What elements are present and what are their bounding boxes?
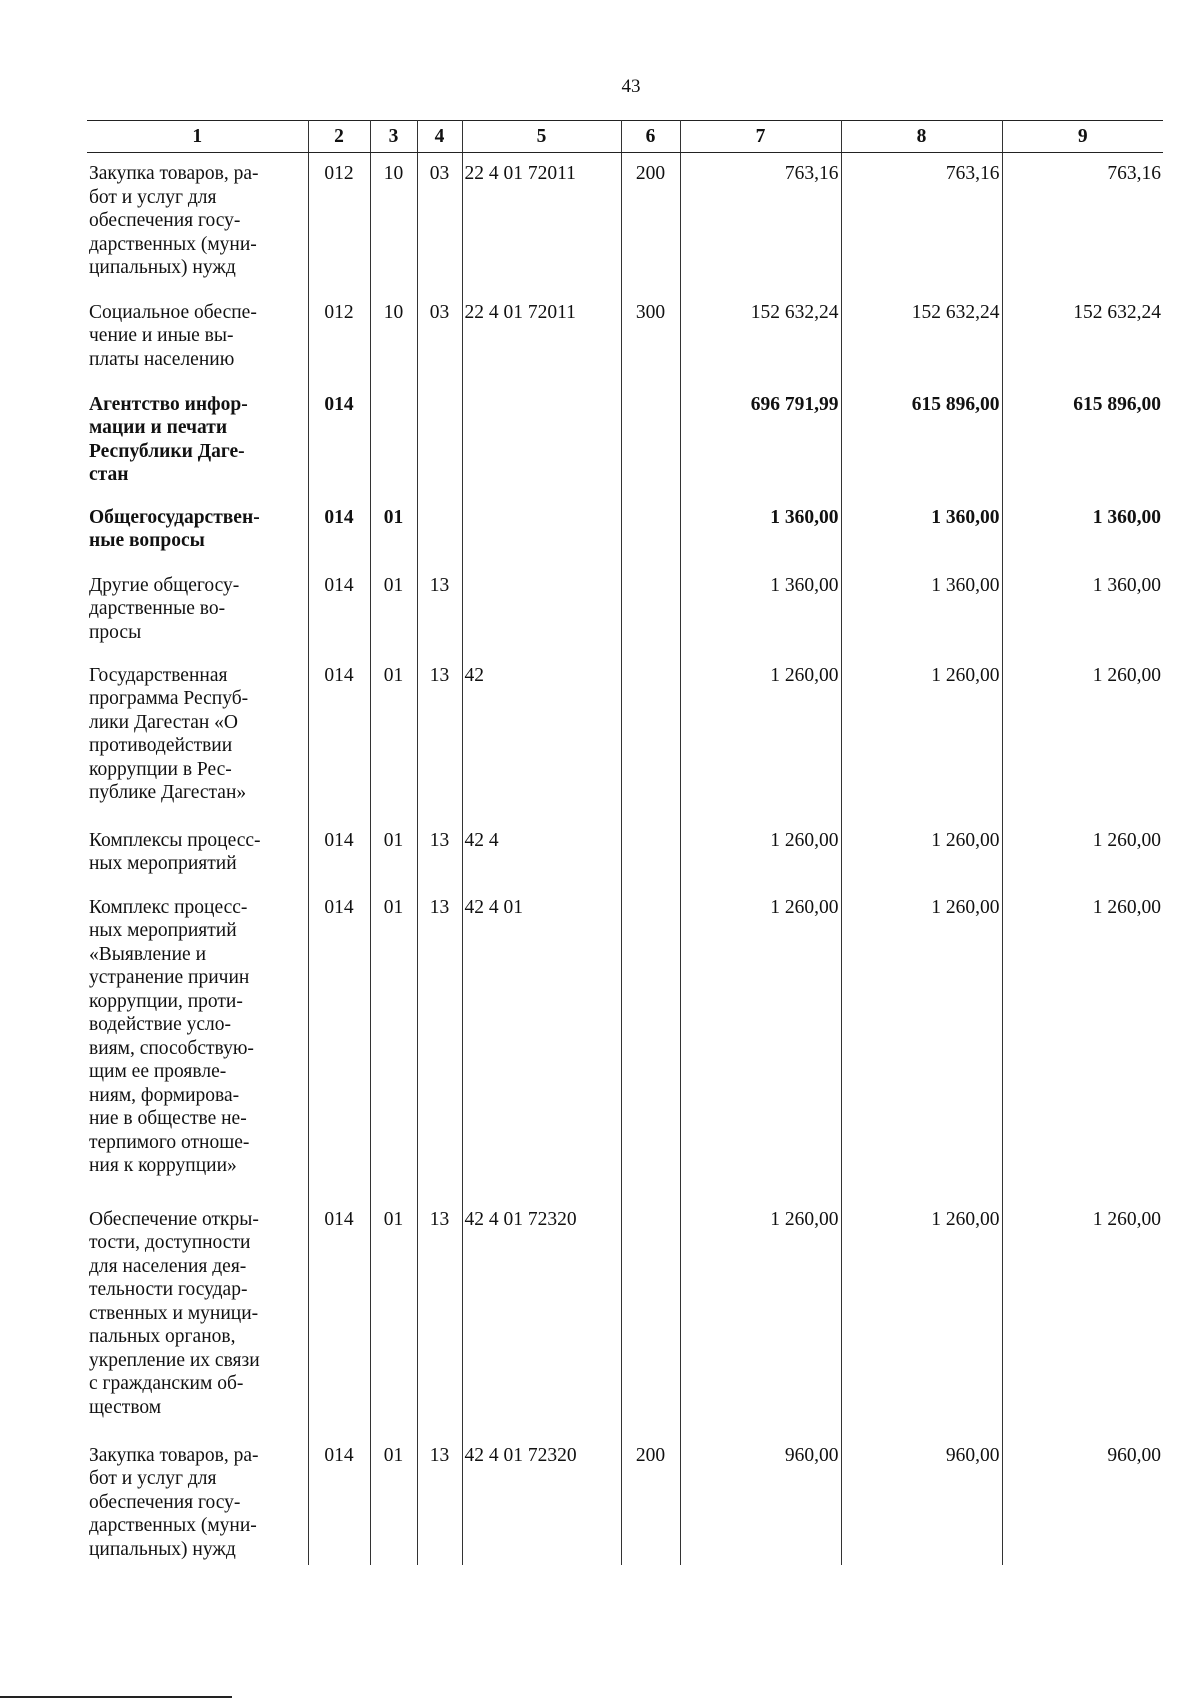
item-name-line: коррупции в Рес-	[89, 758, 232, 780]
cell-subsection-code	[417, 384, 462, 497]
table-header	[87, 121, 1163, 153]
cell-chapter-code: 014	[308, 1435, 370, 1565]
item-name-line: просы	[89, 621, 142, 643]
cell-amount-year-2: 1 260,00	[841, 655, 1002, 820]
cell-expense-type-code	[621, 1199, 680, 1435]
table-row	[87, 497, 1163, 565]
cell-target-article-code: 42 4	[462, 820, 621, 887]
cell-expense-type-code	[621, 655, 680, 820]
cell-subsection-code: 03	[417, 153, 462, 292]
cell-amount-year-3: 960,00	[1002, 1435, 1163, 1565]
cell-item-name	[87, 384, 308, 497]
cell-target-article-code	[462, 384, 621, 497]
cell-item-name	[87, 292, 308, 384]
cell-item-name	[87, 887, 308, 1199]
table-row	[87, 565, 1163, 655]
cell-expense-type-code	[621, 497, 680, 565]
cell-chapter-code: 012	[308, 153, 370, 292]
item-name-line: ные вопросы	[89, 530, 205, 551]
cell-amount-year-2: 1 260,00	[841, 1199, 1002, 1435]
cell-subsection-code	[417, 497, 462, 565]
item-name-line: тельности государ-	[89, 1279, 248, 1300]
cell-section-code: 10	[370, 153, 417, 292]
cell-amount-year-3: 1 260,00	[1002, 887, 1163, 1199]
cell-expense-type-code: 300	[621, 292, 680, 384]
cell-item-name	[87, 820, 308, 887]
cell-target-article-code: 42 4 01	[462, 887, 621, 1199]
item-name-line: ных мероприятий	[89, 853, 237, 874]
header-col-6: 6	[621, 121, 680, 153]
item-name-line: водействие усло-	[89, 1014, 232, 1035]
cell-item-name	[87, 497, 308, 565]
footer-rule	[0, 1696, 232, 1698]
item-name-line: пальных органов,	[89, 1326, 236, 1347]
cell-section-code	[370, 384, 417, 497]
item-name-line: виям, способствую-	[89, 1037, 254, 1059]
item-name-line: устранение причин	[89, 967, 250, 988]
item-name-line: обеспечения госу-	[89, 210, 241, 231]
cell-amount-year-3: 1 360,00	[1002, 565, 1163, 655]
item-name-line: чение и иные вы-	[89, 325, 234, 346]
cell-amount-year-1: 1 260,00	[680, 820, 841, 887]
item-name-line: ственных и муници-	[89, 1302, 259, 1324]
cell-item-name	[87, 1199, 308, 1435]
cell-target-article-code	[462, 565, 621, 655]
header-col-1: 1	[87, 121, 308, 153]
budget-table	[87, 120, 1163, 1565]
cell-amount-year-1: 696 791,99	[680, 384, 841, 497]
cell-subsection-code: 13	[417, 1199, 462, 1435]
cell-chapter-code: 014	[308, 1199, 370, 1435]
cell-subsection-code: 13	[417, 655, 462, 820]
table-body	[87, 153, 1163, 1565]
table-row	[87, 1435, 1163, 1565]
cell-subsection-code: 03	[417, 292, 462, 384]
cell-item-name	[87, 1435, 308, 1565]
item-name-line: ния к коррупции»	[89, 1155, 237, 1176]
cell-chapter-code: 012	[308, 292, 370, 384]
cell-target-article-code: 22 4 01 72011	[462, 153, 621, 292]
cell-amount-year-1: 960,00	[680, 1435, 841, 1565]
cell-section-code: 01	[370, 820, 417, 887]
cell-expense-type-code	[621, 384, 680, 497]
table-row	[87, 655, 1163, 820]
item-name-line: публике Дагестан»	[89, 782, 247, 803]
item-name-line: тости, доступности	[89, 1232, 251, 1253]
cell-amount-year-1: 1 260,00	[680, 655, 841, 820]
header-col-5: 5	[462, 121, 621, 153]
item-name-line: для населения дея-	[89, 1255, 247, 1277]
item-name-line: Социальное обеспе-	[89, 301, 257, 323]
cell-amount-year-2: 1 360,00	[841, 497, 1002, 565]
item-name-line: дарственных (муни-	[89, 1515, 257, 1536]
cell-amount-year-2: 1 360,00	[841, 565, 1002, 655]
item-name-line: ципальных) нужд	[89, 1538, 236, 1560]
cell-section-code: 01	[370, 655, 417, 820]
cell-amount-year-3: 615 896,00	[1002, 384, 1163, 497]
cell-item-name	[87, 655, 308, 820]
item-name-line: Комплекс процесс-	[89, 896, 248, 918]
cell-amount-year-1: 1 260,00	[680, 887, 841, 1199]
item-name-line: ществом	[89, 1396, 162, 1418]
table-row	[87, 384, 1163, 497]
header-col-4: 4	[417, 121, 462, 153]
cell-chapter-code: 014	[308, 384, 370, 497]
cell-chapter-code: 014	[308, 565, 370, 655]
cell-expense-type-code	[621, 820, 680, 887]
cell-chapter-code: 014	[308, 820, 370, 887]
cell-subsection-code: 13	[417, 820, 462, 887]
item-name-line: лики Дагестан «О	[89, 711, 239, 733]
cell-subsection-code: 13	[417, 1435, 462, 1565]
item-name-line: Закупка товаров, ра-	[89, 163, 259, 184]
table-row	[87, 820, 1163, 887]
cell-chapter-code: 014	[308, 497, 370, 565]
cell-subsection-code: 13	[417, 887, 462, 1199]
item-name-line: ниям, формирова-	[89, 1084, 240, 1106]
table-row	[87, 292, 1163, 384]
item-name-line: «Выявление и	[89, 943, 206, 965]
item-name-line: бот и услуг для	[89, 1468, 217, 1489]
cell-expense-type-code	[621, 887, 680, 1199]
cell-amount-year-1: 152 632,24	[680, 292, 841, 384]
cell-amount-year-3: 152 632,24	[1002, 292, 1163, 384]
cell-target-article-code: 42 4 01 72320	[462, 1435, 621, 1565]
header-col-9: 9	[1002, 121, 1163, 153]
header-col-7: 7	[680, 121, 841, 153]
page-number: 43	[621, 76, 641, 97]
cell-target-article-code: 42 4 01 72320	[462, 1199, 621, 1435]
cell-target-article-code: 22 4 01 72011	[462, 292, 621, 384]
item-name-line: щим ее проявле-	[89, 1061, 227, 1082]
cell-section-code: 01	[370, 887, 417, 1199]
cell-amount-year-3: 1 360,00	[1002, 497, 1163, 565]
item-name-line: ных мероприятий	[89, 920, 237, 941]
cell-section-code: 10	[370, 292, 417, 384]
cell-amount-year-2: 615 896,00	[841, 384, 1002, 497]
table-row	[87, 153, 1163, 292]
cell-amount-year-1: 1 360,00	[680, 497, 841, 565]
header-row	[87, 121, 1163, 153]
cell-amount-year-2: 763,16	[841, 153, 1002, 292]
cell-amount-year-1: 763,16	[680, 153, 841, 292]
item-name-line: Республики Даге-	[89, 440, 245, 462]
item-name-line: коррупции, проти-	[89, 990, 243, 1012]
cell-section-code: 01	[370, 497, 417, 565]
item-name-line: стан	[89, 464, 129, 485]
item-name-line: Государственная	[89, 664, 228, 686]
cell-chapter-code: 014	[308, 887, 370, 1199]
cell-target-article-code	[462, 497, 621, 565]
cell-target-article-code: 42	[462, 655, 621, 820]
cell-chapter-code: 014	[308, 655, 370, 820]
cell-amount-year-1: 1 360,00	[680, 565, 841, 655]
cell-amount-year-3: 763,16	[1002, 153, 1163, 292]
item-name-line: ципальных) нужд	[89, 257, 236, 278]
item-name-line: терпимого отноше-	[89, 1131, 250, 1153]
header-col-2: 2	[308, 121, 370, 153]
cell-expense-type-code: 200	[621, 1435, 680, 1565]
table-row	[87, 1199, 1163, 1435]
cell-section-code: 01	[370, 565, 417, 655]
item-name-line: Обеспечение откры-	[89, 1208, 259, 1230]
item-name-line: программа Респуб-	[89, 688, 249, 709]
cell-subsection-code: 13	[417, 565, 462, 655]
item-name-line: дарственных (муни-	[89, 233, 257, 255]
item-name-line: ние в обществе не-	[89, 1108, 247, 1129]
item-name-line: обеспечения госу-	[89, 1491, 241, 1513]
header-col-8: 8	[841, 121, 1002, 153]
cell-amount-year-2: 1 260,00	[841, 820, 1002, 887]
cell-amount-year-2: 1 260,00	[841, 887, 1002, 1199]
cell-amount-year-3: 1 260,00	[1002, 1199, 1163, 1435]
cell-amount-year-1: 1 260,00	[680, 1199, 841, 1435]
item-name-line: Агентство инфор-	[89, 393, 248, 415]
cell-item-name	[87, 153, 308, 292]
header-col-3: 3	[370, 121, 417, 153]
cell-amount-year-3: 1 260,00	[1002, 655, 1163, 820]
cell-item-name	[87, 565, 308, 655]
cell-amount-year-3: 1 260,00	[1002, 820, 1163, 887]
cell-amount-year-2: 960,00	[841, 1435, 1002, 1565]
item-name-line: дарственные во-	[89, 598, 226, 619]
item-name-line: Другие общегосу-	[89, 574, 240, 596]
cell-section-code: 01	[370, 1435, 417, 1565]
item-name-line: Комплексы процесс-	[89, 829, 261, 851]
item-name-line: с гражданским об-	[89, 1373, 244, 1394]
item-name-line: противодействии	[89, 735, 233, 756]
cell-expense-type-code: 200	[621, 153, 680, 292]
cell-section-code: 01	[370, 1199, 417, 1435]
item-name-line: платы населению	[89, 348, 235, 370]
item-name-line: Закупка товаров, ра-	[89, 1444, 259, 1466]
cell-amount-year-2: 152 632,24	[841, 292, 1002, 384]
table-row	[87, 887, 1163, 1199]
item-name-line: Общегосударствен-	[89, 506, 260, 528]
item-name-line: бот и услуг для	[89, 186, 217, 208]
cell-expense-type-code	[621, 565, 680, 655]
item-name-line: укрепление их связи	[89, 1349, 260, 1371]
item-name-line: мации и печати	[89, 417, 228, 438]
